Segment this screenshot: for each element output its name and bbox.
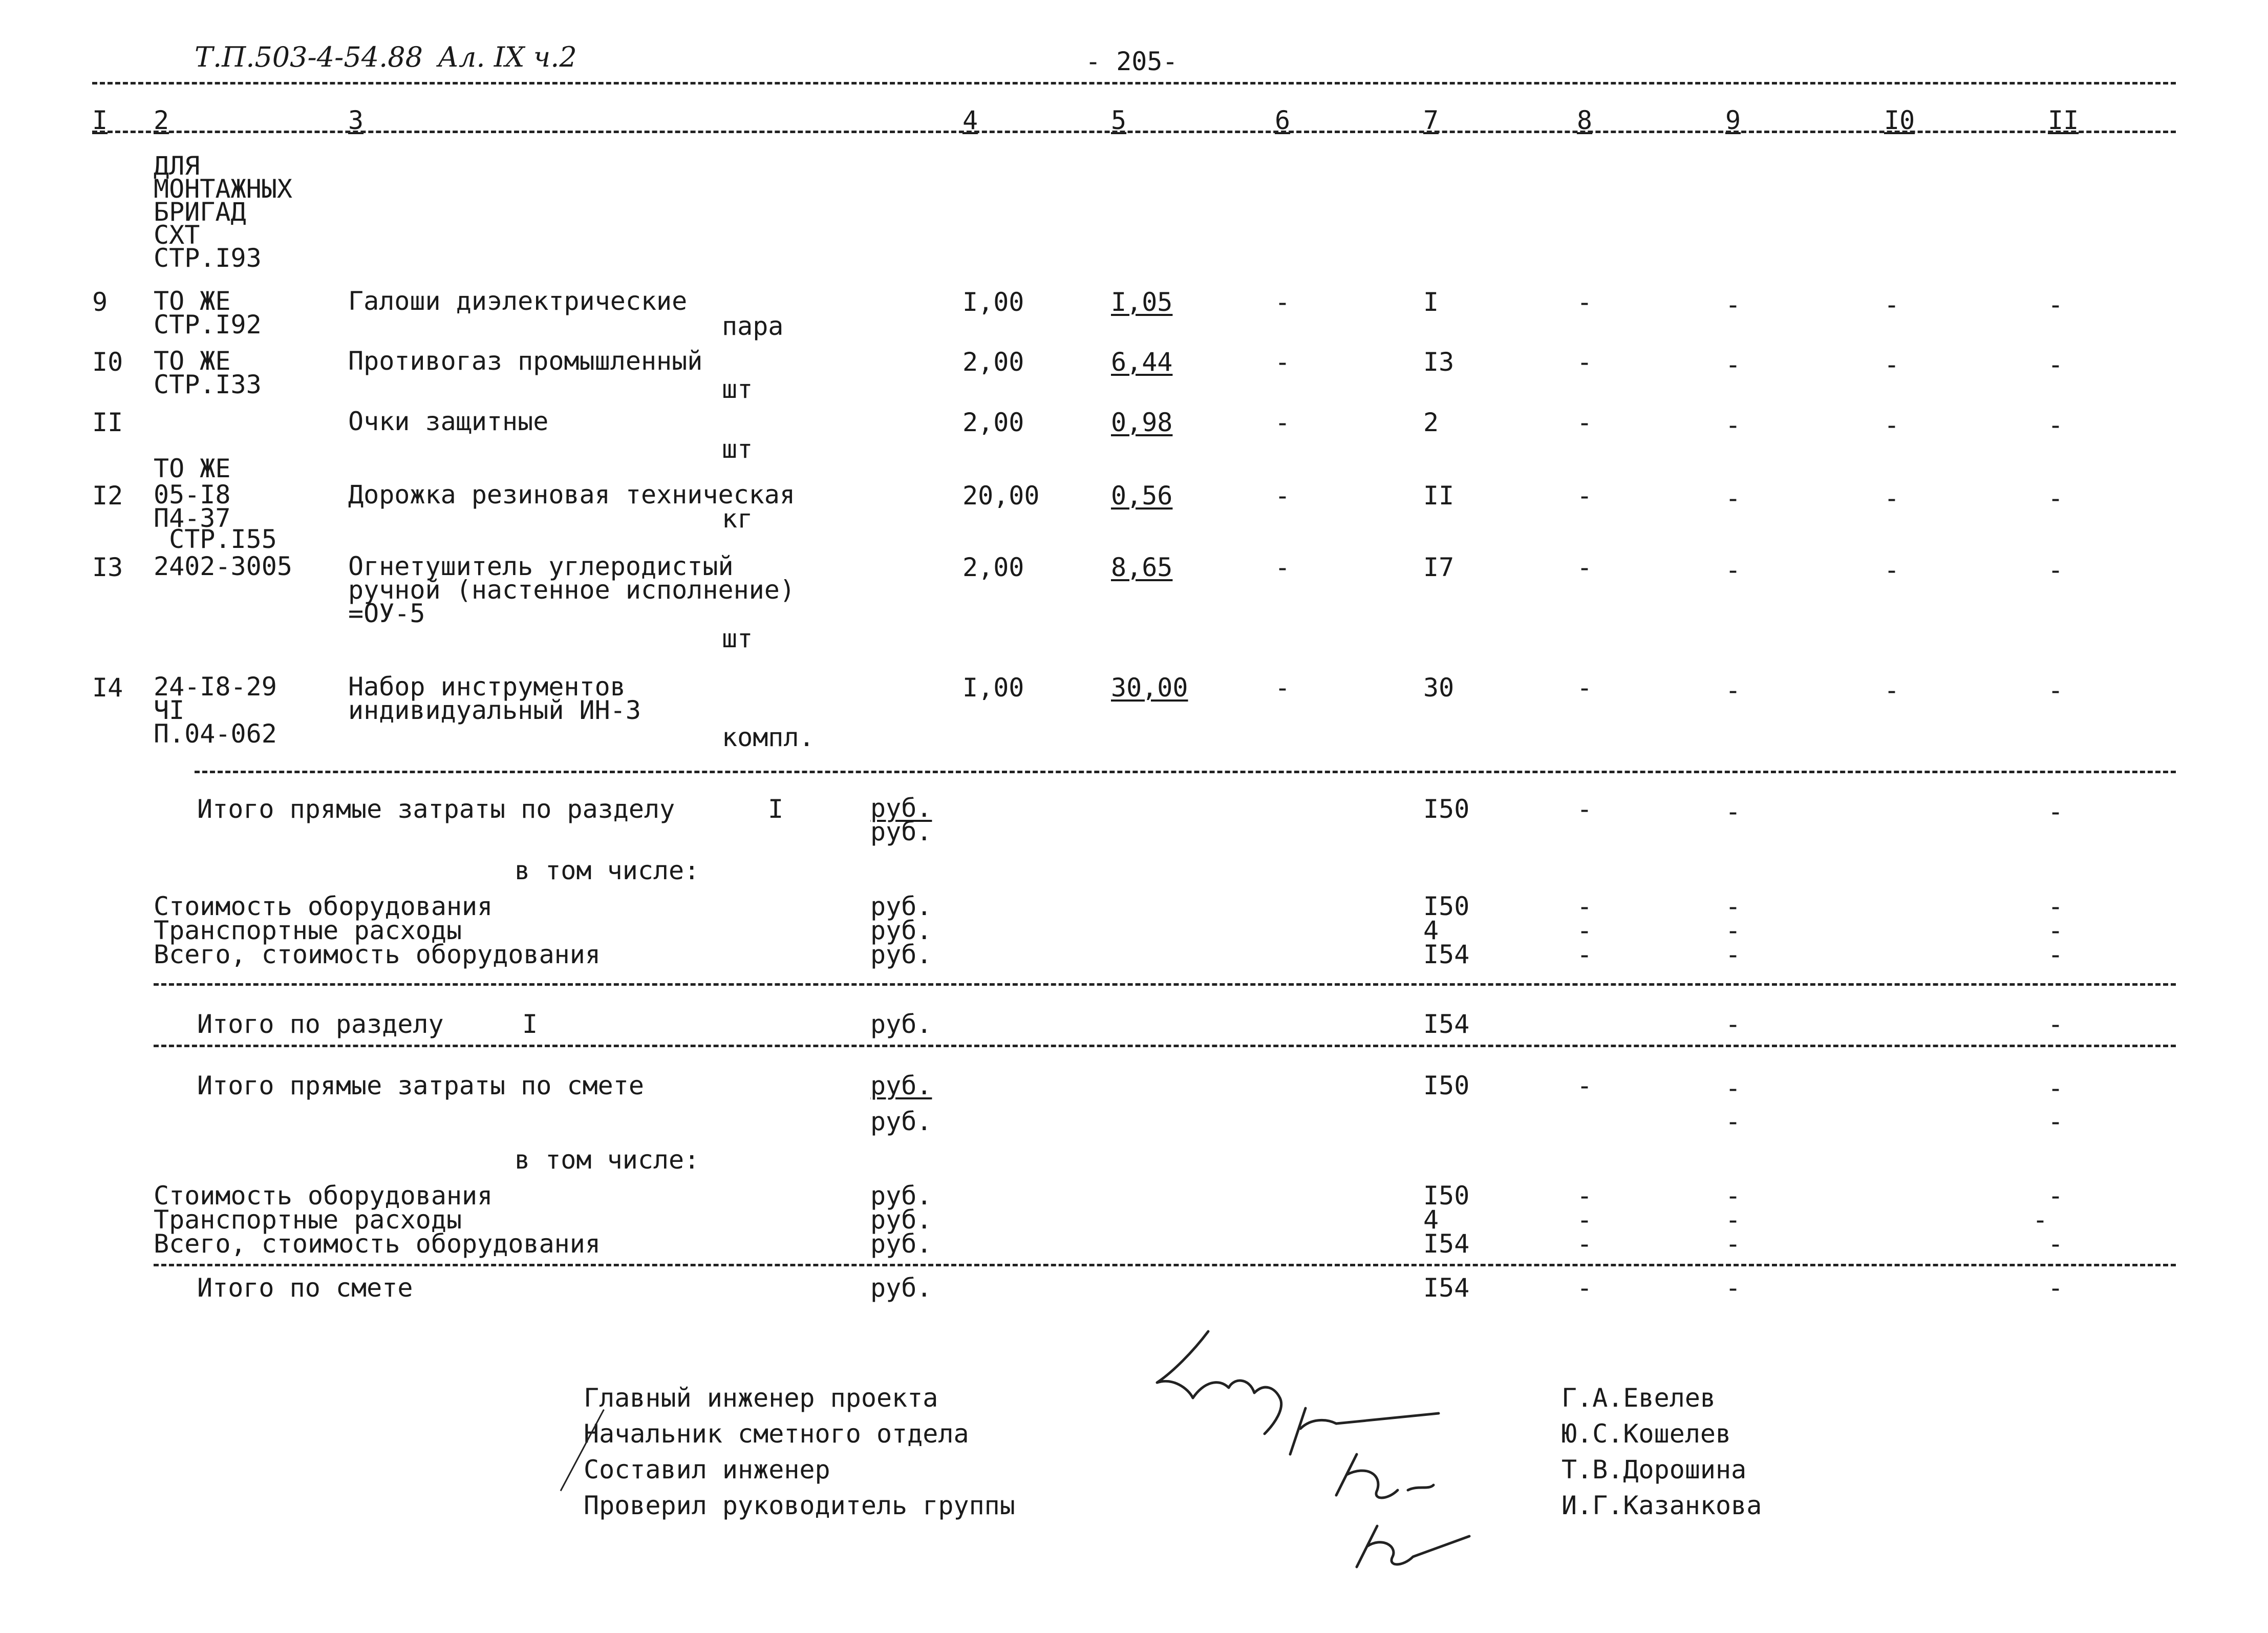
estimate-line-col9: - — [1725, 1229, 1741, 1259]
estimate-total-value: I54 — [1423, 1273, 1470, 1303]
estimate-line-unit: руб. — [870, 1229, 932, 1259]
description-line: Набор инструментов — [348, 672, 626, 702]
section-total-number: I — [522, 1009, 538, 1039]
page-number: - 205- — [1085, 47, 1178, 76]
signature-stroke — [1336, 1454, 1433, 1498]
row-col6-dash: - — [1275, 287, 1291, 317]
section-direct-number: I — [768, 794, 784, 824]
row-total: I7 — [1423, 553, 1454, 582]
row-col10-dash: - — [1884, 290, 1900, 320]
section-line-col9: - — [1725, 892, 1741, 921]
section-line-col9: - — [1725, 940, 1741, 969]
row-col8-dash: - — [1577, 408, 1593, 437]
col-number-11: II — [2048, 105, 2079, 135]
row-col6-dash: - — [1275, 481, 1291, 511]
row-col8-dash: - — [1577, 481, 1593, 511]
reference-line: 05-I8 — [154, 480, 231, 510]
album-text: Ал. IX ч.2 — [438, 41, 577, 73]
signature-name: Г.А.Евелев — [1561, 1383, 1716, 1413]
description-line: Галоши диэлектрические — [348, 286, 688, 316]
row-reference — [154, 672, 277, 749]
section-line-unit: руб. — [870, 892, 932, 921]
row-description — [348, 407, 549, 436]
section-direct-col11: - — [2048, 797, 2064, 826]
row-col10-dash: - — [1884, 410, 1900, 440]
reference-line: СТР.I92 — [154, 310, 262, 340]
description-line: Огнетушитель углеродистый — [348, 552, 734, 581]
row-col8-dash: - — [1577, 673, 1593, 703]
section-line-col8: - — [1577, 940, 1593, 969]
row-unit: кг — [722, 504, 753, 534]
section-line-label: Транспортные расходы — [154, 916, 462, 945]
col-number-8: 8 — [1577, 105, 1593, 135]
section-total-col11: - — [2048, 1009, 2064, 1039]
estimate-direct-unit: руб. — [870, 1071, 932, 1100]
section-line-total: 4 — [1423, 916, 1439, 945]
row-col11-dash: - — [2048, 675, 2064, 705]
section-line-col11: - — [2048, 916, 2064, 945]
estimate-total-unit: руб. — [870, 1273, 932, 1303]
section-including-label: в том числе: — [515, 856, 700, 885]
row-col8-dash: - — [1577, 347, 1593, 377]
signature-role: Составил инженер — [584, 1455, 830, 1484]
row-quantity: I,00 — [962, 673, 1024, 703]
col-number-9: 9 — [1725, 105, 1741, 135]
row-number: II — [92, 408, 123, 437]
handwritten-signatures — [1142, 1321, 1500, 1577]
col-number-7: 7 — [1423, 105, 1439, 135]
document-code — [195, 41, 577, 73]
col-number-2: 2 — [154, 105, 169, 135]
items-end-divider — [195, 771, 2176, 773]
row-unit-price: 30,00 — [1111, 673, 1188, 703]
row-quantity: 2,00 — [962, 553, 1024, 582]
row-unit: компл. — [722, 723, 815, 752]
row-col9-dash: - — [1725, 350, 1741, 379]
row-col8-dash: - — [1577, 287, 1593, 317]
row-description — [348, 346, 703, 376]
row-reference — [154, 346, 262, 399]
row-quantity: 2,00 — [962, 347, 1024, 377]
row-col10-dash: - — [1884, 350, 1900, 379]
estimate-direct-col9: - — [1725, 1073, 1741, 1103]
estimate-divider — [154, 1264, 2176, 1266]
signature-role: Проверил руководитель группы — [584, 1491, 1015, 1520]
reference-line: ТО ЖЕ — [154, 286, 231, 316]
row-col10-dash: - — [1884, 675, 1900, 705]
reference-line: ТО ЖЕ — [154, 346, 231, 376]
estimate-total-label: Итого по смете — [197, 1273, 413, 1303]
description-line: Очки защитные — [348, 407, 549, 436]
row-reference — [154, 480, 231, 533]
col-number-4: 4 — [962, 105, 978, 135]
row-unit-price: I,05 — [1111, 287, 1173, 317]
estimate-direct-col11: - — [2048, 1073, 2064, 1103]
estimate-line-label: Всего, стоимость оборудования — [154, 1229, 601, 1259]
section-line-label: Всего, стоимость оборудования — [154, 940, 601, 969]
document-code-text: Т.П.503-4-54.88 — [195, 41, 423, 73]
estimate-direct-unit-2: руб. — [870, 1107, 932, 1136]
estimate-line-col8: - — [1577, 1181, 1593, 1211]
signature-role: Главный инженер проекта — [584, 1383, 938, 1413]
estimate-line-col11: - — [2048, 1181, 2064, 1211]
row-number: I3 — [92, 553, 123, 582]
row-unit: пара — [722, 311, 784, 341]
unit-text: руб. — [870, 793, 932, 823]
continuation-line: СТР.I93 — [154, 243, 262, 273]
section-direct-col9: - — [1725, 797, 1741, 826]
estimate-direct-col8: - — [1577, 1071, 1593, 1100]
row-total: I3 — [1423, 347, 1454, 377]
section-line-col8: - — [1577, 892, 1593, 921]
section-line-col11: - — [2048, 892, 2064, 921]
continuation-line: ДЛЯ — [154, 151, 200, 181]
row-number: I2 — [92, 481, 123, 511]
row-number: I0 — [92, 347, 123, 377]
row-number: I4 — [92, 673, 123, 703]
row-reference — [154, 552, 292, 581]
row-unit-price: 6,44 — [1111, 347, 1173, 377]
section-direct-label: Итого прямые затраты по разделу — [197, 794, 675, 824]
column-header-divider — [92, 131, 2176, 133]
estimate-line-total: I50 — [1423, 1181, 1470, 1211]
estimate-line-total: 4 — [1423, 1205, 1439, 1235]
estimate-total-col11: - — [2048, 1273, 2064, 1303]
row-col10-dash: - — [1884, 483, 1900, 513]
row-unit-price: 0,98 — [1111, 408, 1173, 437]
row-quantity: 20,00 — [962, 481, 1040, 511]
row-col9-dash: - — [1725, 483, 1741, 513]
row-number: 9 — [92, 287, 108, 317]
reference-line: 24-I8-29 — [154, 672, 277, 702]
reference-line: ТО ЖЕ — [154, 454, 231, 483]
row-col6-dash: - — [1275, 408, 1291, 437]
section-line-unit: руб. — [870, 940, 932, 969]
estimate-line-total: I54 — [1423, 1229, 1470, 1259]
continuation-note — [154, 151, 292, 273]
row-col11-dash: - — [2048, 290, 2064, 320]
estimate-line-col9: - — [1725, 1205, 1741, 1235]
estimate-line-unit: руб. — [870, 1205, 932, 1235]
row-col11-dash: - — [2048, 350, 2064, 379]
row-col11-dash: - — [2048, 410, 2064, 440]
section-line-col9: - — [1725, 916, 1741, 945]
row-quantity: 2,00 — [962, 408, 1024, 437]
row-description — [348, 672, 641, 725]
row-col6-dash: - — [1275, 347, 1291, 377]
row-col8-dash: - — [1577, 553, 1593, 582]
row-description — [348, 286, 688, 316]
row-description — [348, 552, 795, 628]
col-number-10: I0 — [1884, 105, 1915, 135]
estimate-line-col11: - — [2048, 1229, 2064, 1259]
row-col9-dash: - — [1725, 555, 1741, 585]
estimate-line-unit: руб. — [870, 1181, 932, 1211]
description-line: ручной (настенное исполнение) — [348, 575, 795, 605]
continuation-line: БРИГАД — [154, 197, 246, 227]
row-col11-dash: - — [2048, 555, 2064, 585]
row-description — [348, 480, 795, 510]
row-col6-dash: - — [1275, 553, 1291, 582]
description-line: Противогаз промышленный — [348, 346, 703, 376]
section-line-label: Стоимость оборудования — [154, 892, 493, 921]
row-col9-dash: - — [1725, 410, 1741, 440]
row-quantity: I,00 — [962, 287, 1024, 317]
section-total-col9: - — [1725, 1009, 1741, 1039]
section-line-total: I50 — [1423, 892, 1470, 921]
row-unit-price: 8,65 — [1111, 553, 1173, 582]
description-line: индивидуальный ИН-3 — [348, 695, 641, 725]
header-divider — [92, 82, 2176, 84]
signature-role: Начальник сметного отдела — [584, 1419, 969, 1449]
section-line-col11: - — [2048, 940, 2064, 969]
row-col9-dash: - — [1725, 675, 1741, 705]
row-unit: шт — [722, 434, 753, 464]
section-direct-total: I50 — [1423, 794, 1470, 824]
estimate-direct-label: Итого прямые затраты по смете — [197, 1071, 644, 1100]
section-line-col8: - — [1577, 916, 1593, 945]
section-end-divider — [154, 1045, 2176, 1047]
row-unit-price: 0,56 — [1111, 481, 1173, 511]
description-line: Дорожка резиновая техническая — [348, 480, 795, 510]
reference-line: ЧI — [154, 695, 185, 725]
estimate-line-label: Транспортные расходы — [154, 1205, 462, 1235]
row-unit: шт — [722, 374, 753, 404]
reference-line: СТР.I33 — [154, 370, 262, 399]
section-direct-col8: - — [1577, 794, 1593, 824]
estimate-total-col8: - — [1577, 1273, 1593, 1303]
description-line: =ОУ-5 — [348, 599, 425, 628]
signature-stroke — [1157, 1331, 1280, 1398]
section-total-unit: руб. — [870, 1009, 932, 1039]
signature-stroke — [1290, 1408, 1439, 1454]
row-col11-dash: - — [2048, 483, 2064, 513]
section-total-value: I54 — [1423, 1009, 1470, 1039]
reference-line: 2402-3005 — [154, 552, 292, 581]
col-number-1: I — [92, 105, 108, 135]
col-number-5: 5 — [1111, 105, 1127, 135]
estimate-including-label: в том числе: — [515, 1145, 700, 1175]
row-col10-dash: - — [1884, 555, 1900, 585]
signature-stroke — [1265, 1398, 1281, 1434]
signature-name: Т.В.Дорошина — [1561, 1455, 1747, 1484]
estimate-line-col11: - — [2032, 1205, 2048, 1235]
estimate-line-label: Стоимость оборудования — [154, 1181, 493, 1211]
signature-name: Ю.С.Кошелев — [1561, 1419, 1731, 1449]
section-direct-units — [870, 793, 932, 846]
row-total: II — [1423, 481, 1454, 511]
estimate-line-col9: - — [1725, 1181, 1741, 1211]
estimate-line-col8: - — [1577, 1205, 1593, 1235]
signature-name: И.Г.Казанкова — [1561, 1491, 1762, 1520]
estimate-total-col9: - — [1725, 1273, 1741, 1303]
reference-line: П.04-062 — [154, 719, 277, 749]
row-total: 30 — [1423, 673, 1454, 703]
signature-stroke — [1357, 1526, 1469, 1567]
section-line-total: I54 — [1423, 940, 1470, 969]
continuation-line: СХТ — [154, 220, 200, 250]
estimate-direct-col9b: - — [1725, 1107, 1741, 1136]
reference-line: СТР.I55 — [154, 524, 277, 554]
continuation-line: МОНТАЖНЫХ — [154, 174, 292, 204]
estimate-direct-col11b: - — [2048, 1107, 2064, 1136]
col-number-3: 3 — [348, 105, 364, 135]
row-col9-dash: - — [1725, 290, 1741, 320]
row-unit: шт — [722, 624, 753, 653]
section-total-label: Итого по разделу — [197, 1009, 444, 1039]
col-number-6: 6 — [1275, 105, 1291, 135]
section-line-unit: руб. — [870, 916, 932, 945]
section-divider — [154, 983, 2176, 986]
row-col6-dash: - — [1275, 673, 1291, 703]
estimate-direct-total: I50 — [1423, 1071, 1470, 1100]
row-total: I — [1423, 287, 1439, 317]
row-total: 2 — [1423, 408, 1439, 437]
row-reference — [154, 286, 262, 340]
unit-text: руб. — [870, 817, 932, 846]
reference-line: П4-37 — [154, 503, 231, 533]
estimate-line-col8: - — [1577, 1229, 1593, 1259]
